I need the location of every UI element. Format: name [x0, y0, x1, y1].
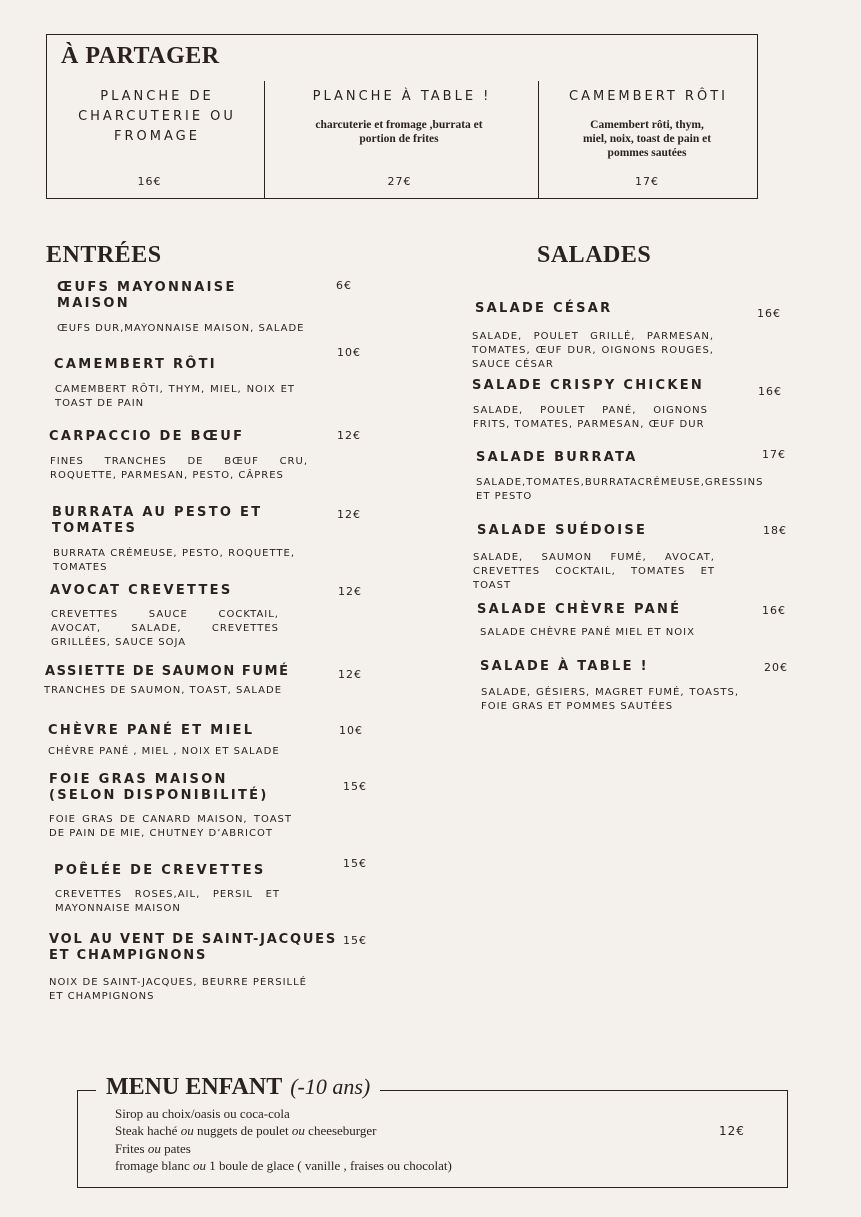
kids-menu-subtitle: (-10 ans): [290, 1074, 371, 1099]
salade-price: 16€: [757, 307, 781, 320]
entree-price: 12€: [338, 668, 362, 681]
share-item-title: PLANCHE DE CHARCUTERIE OU FROMAGE: [78, 89, 236, 144]
salade-price: 17€: [762, 448, 786, 461]
share-item-desc: Camembert rôti, thym, miel, noix, toast de pain et pommes sautées: [582, 119, 712, 159]
share-item-title: PLANCHE À TABLE !: [312, 89, 492, 104]
entree-price: 15€: [343, 857, 367, 870]
salades-heading: SALADES: [537, 242, 652, 268]
entree-desc: ŒUFS DUR,MAYONNAISE MAISON, SALADE: [57, 323, 305, 334]
salade-price: 18€: [763, 524, 787, 537]
entree-name: ŒUFS MAYONNAISE MAISON: [57, 280, 237, 311]
entree-name: AVOCAT CREVETTES: [50, 583, 233, 598]
entree-desc: FINES TRANCHES DE BŒUF CRU, ROQUETTE, PARMESAN, PESTO, CÂPRES: [50, 456, 308, 481]
salade-desc: SALADE CHÈVRE PANÉ MIEL ET NOIX: [480, 627, 695, 638]
salade-name: SALADE CRISPY CHICKEN: [472, 378, 705, 393]
kids-line-text: Steak haché: [115, 1123, 181, 1138]
salade-desc: SALADE, POULET PANÉ, OIGNONS FRITS, TOMATES, PARMESAN, ŒUF DUR: [473, 405, 708, 430]
salade-name: SALADE À TABLE !: [480, 659, 649, 674]
salade-price: 20€: [764, 661, 788, 674]
salade-name: SALADE BURRATA: [476, 450, 638, 465]
entree-desc: TRANCHES DE SAUMON, TOAST, SALADE: [44, 685, 283, 696]
entree-price: 15€: [343, 780, 367, 793]
entree-price: 6€: [336, 279, 352, 292]
entree-name: VOL AU VENT DE SAINT-JACQUES ET CHAMPIGNONS: [49, 932, 338, 963]
share-item-price: 16€: [137, 175, 162, 188]
entree-name: POÊLÉE DE CREVETTES: [54, 863, 266, 878]
kids-line-text: 1 boule de glace ( vanille , fraises ou chocolat): [205, 1158, 452, 1173]
kids-line-or: ou: [147, 1141, 161, 1156]
entree-price: 10€: [337, 346, 361, 359]
kids-line-or: ou: [192, 1158, 206, 1173]
entree-desc: CREVETTES ROSES,AIL, PERSIL ET MAYONNAISE MAISON: [55, 889, 280, 914]
entree-price: 12€: [337, 429, 361, 442]
kids-line-text: pates: [160, 1141, 191, 1156]
salade-name: SALADE CÉSAR: [475, 301, 613, 316]
divider: [538, 81, 539, 199]
entree-desc: FOIE GRAS DE CANARD MAISON, TOAST DE PAIN DE MIE, CHUTNEY D’ABRICOT: [49, 814, 292, 839]
salade-desc: SALADE,TOMATES,BURRATACRÉMEUSE,GRESSINS ET PESTO: [476, 477, 764, 502]
kids-line-text: fromage blanc: [115, 1158, 193, 1173]
entree-desc: CAMEMBERT RÔTI, THYM, MIEL, NOIX ET TOAST DE PAIN: [55, 384, 295, 409]
salade-price: 16€: [762, 604, 786, 617]
share-section: [46, 34, 758, 199]
kids-line-text: Sirop au choix/oasis ou coca-cola: [115, 1106, 290, 1121]
entree-name: ASSIETTE DE SAUMON FUMÉ: [45, 664, 290, 679]
divider: [264, 81, 265, 199]
entree-price: 15€: [343, 934, 367, 947]
kids-menu-title: [96, 1074, 380, 1101]
kids-menu-line: [115, 1122, 377, 1139]
entree-name: CAMEMBERT RÔTI: [54, 357, 217, 372]
entree-name: FOIE GRAS MAISON (SELON DISPONIBILITÉ): [49, 772, 269, 803]
share-item-price: 17€: [635, 175, 659, 188]
kids-line-or: ou: [180, 1123, 194, 1138]
salade-desc: SALADE, GÉSIERS, MAGRET FUMÉ, TOASTS, FOIE GRAS ET POMMES SAUTÉES: [481, 687, 739, 712]
kids-menu-line: [115, 1105, 290, 1122]
entree-desc: NOIX DE SAINT-JACQUES, BEURRE PERSILLÉ ET CHAMPIGNONS: [49, 977, 307, 1002]
kids-menu-line: [115, 1157, 452, 1174]
salade-name: SALADE SUÉDOISE: [477, 523, 648, 538]
kids-menu-price: 12€: [719, 1124, 745, 1138]
kids-line-or: ou: [291, 1123, 305, 1138]
share-item-title: CAMEMBERT RÔTI: [569, 89, 728, 104]
entree-desc: BURRATA CRÉMEUSE, PESTO, ROQUETTE, TOMATES: [53, 548, 295, 573]
kids-line-text: Frites: [115, 1141, 148, 1156]
entree-desc: CHÈVRE PANÉ , MIEL , NOIX ET SALADE: [48, 746, 280, 757]
share-item-price: 27€: [387, 175, 412, 188]
entree-desc: CREVETTES SAUCE COCKTAIL, AVOCAT, SALADE, CREVETTES GRILLÉES, SAUCE SOJA: [51, 609, 279, 648]
salade-name: SALADE CHÈVRE PANÉ: [477, 602, 682, 617]
kids-line-text: cheeseburger: [304, 1123, 377, 1138]
share-heading: À PARTAGER: [61, 43, 220, 69]
entrees-heading: ENTRÉES: [46, 242, 162, 268]
salade-desc: SALADE, SAUMON FUMÉ, AVOCAT, CREVETTES COCKTAIL, TOMATES ET TOAST: [473, 552, 715, 591]
entree-name: BURRATA AU PESTO ET TOMATES: [52, 505, 263, 536]
entree-name: CHÈVRE PANÉ ET MIEL: [48, 723, 255, 738]
entree-name: CARPACCIO DE BŒUF: [49, 429, 245, 444]
entree-price: 10€: [339, 724, 363, 737]
kids-menu-line: [115, 1140, 191, 1157]
entree-price: 12€: [338, 585, 362, 598]
entree-price: 12€: [337, 508, 361, 521]
share-item-desc: charcuterie et fromage ,burrata et portion de frites: [315, 119, 483, 145]
kids-menu-title-text: MENU ENFANT: [106, 1074, 283, 1100]
salade-price: 16€: [758, 385, 782, 398]
salade-desc: SALADE, POULET GRILLÉ, PARMESAN, TOMATES, ŒUF DUR, OIGNONS ROUGES, SAUCE CÉSAR: [472, 331, 714, 370]
kids-line-text: nuggets de poulet: [193, 1123, 292, 1138]
